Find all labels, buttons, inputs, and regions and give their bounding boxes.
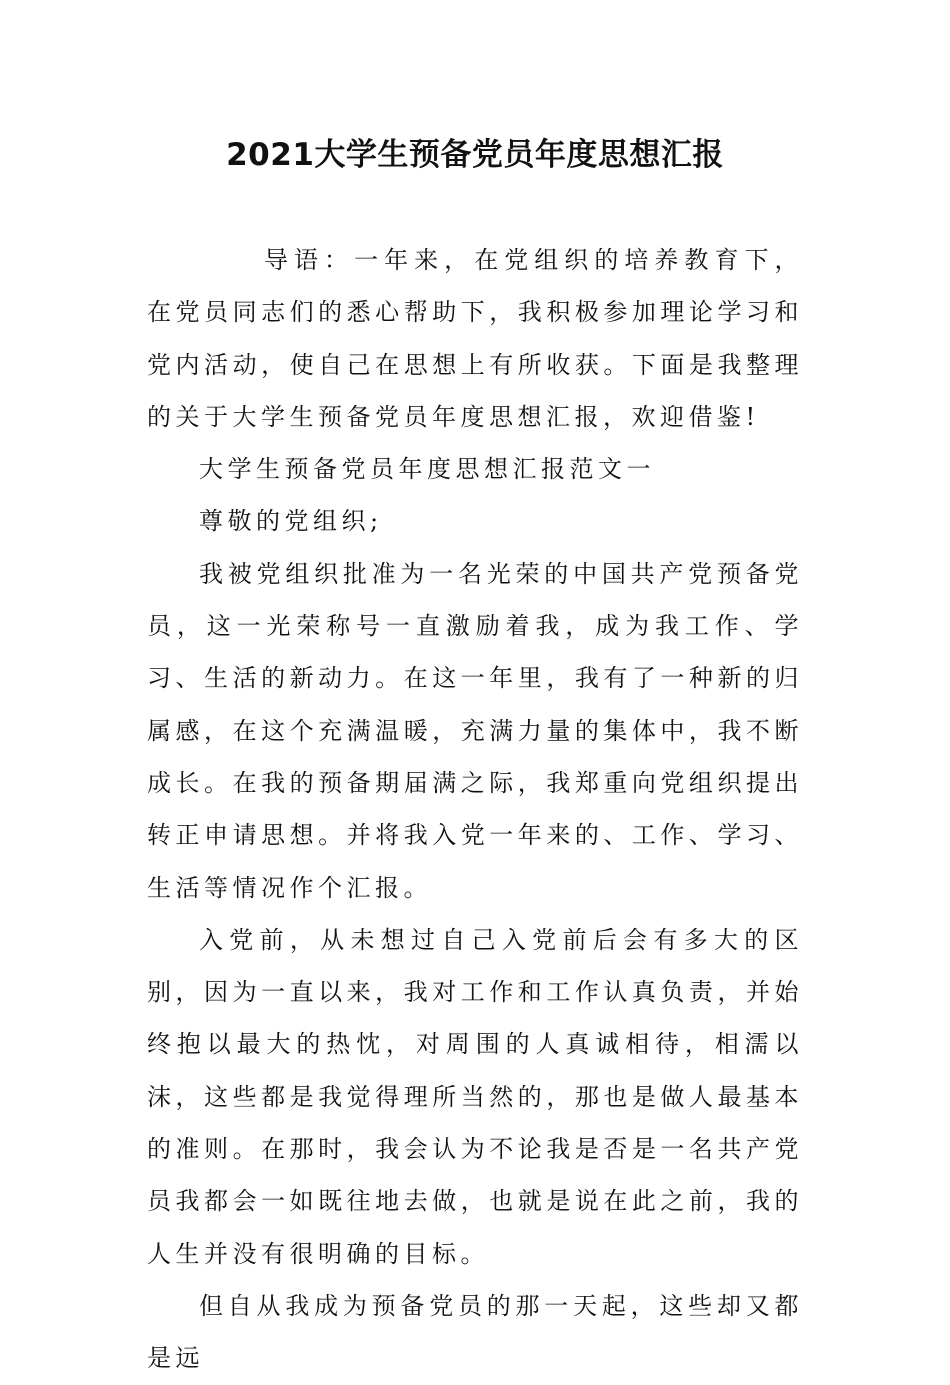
body-paragraph: 入党前，从未想过自己入党前后会有多大的区别，因为一直以来，我对工作和工作认真负责，并始终抱以最大的热忱，对周围的人真诚相待，相濡以沫，这些都是我觉得理所当然的，那也是做人最基本的准则。在那时，我会认为不论我是否是一名共产党员我都会一如既往地去做，也就是说在此之前，我的人生并没有很明确的目标。 [147, 925, 803, 1268]
body-paragraph: 我被党组织批准为一名光荣的中国共产党预备党员，这一光荣称号一直激励着我，成为我工作、学习、生活的新动力。在这一年里，我有了一种新的归属感，在这个充满温暖，充满力量的集体中，我不断成长。在我的预备期届满之际，我郑重向党组织提出转正申请思想。并将我入党一年来的、工作、学习、生活等情况作个汇报。 [147, 559, 803, 902]
section-heading: 大学生预备党员年度思想汇报范文一 [199, 455, 655, 484]
body-paragraph: 但自从我成为预备党员的那一天起，这些却又都是远 [147, 1291, 803, 1373]
salutation: 尊敬的党组织; [199, 507, 383, 536]
document-title: 2021大学生预备党员年度思想汇报 [226, 137, 724, 173]
intro-paragraph: 导语：一年来，在党组织的培养教育下，在党员同志们的悉心帮助下，我积极参加理论学习和党内活动，使自己在思想上有所收获。下面是我整理的关于大学生预备党员年度思想汇报，欢迎借鉴! [147, 246, 803, 431]
document-body [147, 234, 803, 1385]
